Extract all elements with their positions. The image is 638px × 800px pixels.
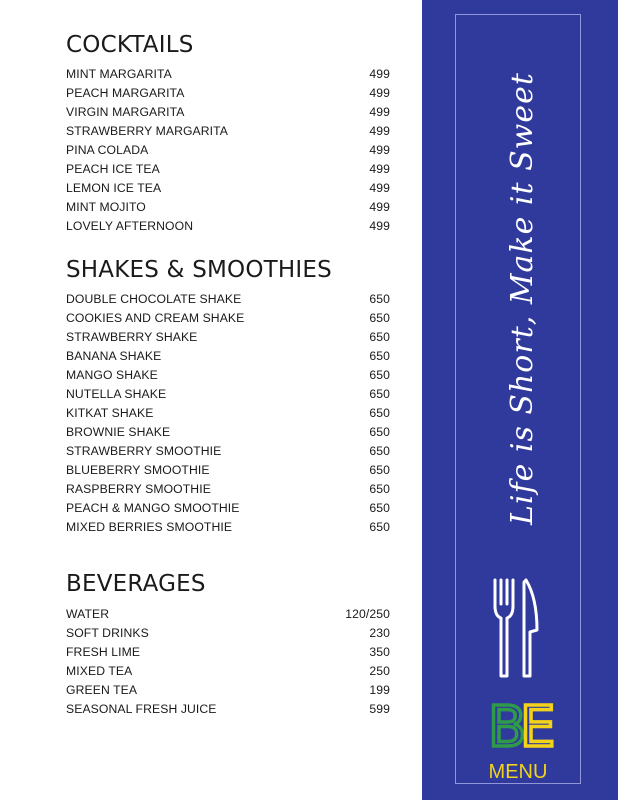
item-name: NUTELLA SHAKE	[66, 386, 167, 401]
item-price: 499	[369, 66, 390, 81]
item-price: 650	[369, 291, 390, 306]
item-price: 650	[369, 386, 390, 401]
item-name: STRAWBERRY SHAKE	[66, 329, 198, 344]
item-name: RASPBERRY SMOOTHIE	[66, 481, 211, 496]
item-price: 499	[369, 218, 390, 233]
list-item	[66, 623, 390, 642]
section-title-shakes-smoothies: SHAKES & SMOOTHIES	[66, 257, 332, 283]
item-name: BROWNIE SHAKE	[66, 424, 171, 439]
item-name: DOUBLE CHOCOLATE SHAKE	[66, 291, 242, 306]
list-item	[66, 178, 390, 197]
item-name: WATER	[66, 606, 110, 621]
list-item	[66, 422, 390, 441]
item-price: 650	[369, 310, 390, 325]
item-name: BLUEBERRY SMOOTHIE	[66, 462, 210, 477]
item-price: 650	[369, 348, 390, 363]
list-item	[66, 140, 390, 159]
item-name: MIXED TEA	[66, 663, 133, 678]
list-item	[66, 479, 390, 498]
item-price: 499	[369, 180, 390, 195]
item-name: FRESH LIME	[66, 644, 141, 659]
list-item	[66, 403, 390, 422]
list-item	[66, 289, 390, 308]
item-name: BANANA SHAKE	[66, 348, 162, 363]
list-item	[66, 498, 390, 517]
item-price: 499	[369, 161, 390, 176]
item-name: MINT MOJITO	[66, 199, 146, 214]
list-item	[66, 83, 390, 102]
list-item	[66, 121, 390, 140]
list-item	[66, 159, 390, 178]
item-name: STRAWBERRY SMOOTHIE	[66, 443, 222, 458]
list-item	[66, 365, 390, 384]
list-item	[66, 699, 390, 718]
shakes-smoothies-list	[66, 289, 390, 536]
item-price: 230	[369, 625, 390, 640]
section-title-cocktails: COCKTAILS	[66, 32, 194, 58]
logo-letter-b: B	[488, 695, 527, 760]
item-price: 650	[369, 329, 390, 344]
item-price: 650	[369, 519, 390, 534]
item-name: LEMON ICE TEA	[66, 180, 162, 195]
list-item	[66, 197, 390, 216]
item-name: GREEN TEA	[66, 682, 138, 697]
item-price: 650	[369, 443, 390, 458]
item-name: SOFT DRINKS	[66, 625, 149, 640]
item-price: 250	[369, 663, 390, 678]
list-item	[66, 384, 390, 403]
item-price: 650	[369, 500, 390, 515]
list-item	[66, 642, 390, 661]
item-price: 650	[369, 462, 390, 477]
item-price: 350	[369, 644, 390, 659]
item-price: 120/250	[345, 606, 390, 621]
list-item	[66, 308, 390, 327]
list-item	[66, 460, 390, 479]
item-price: 499	[369, 123, 390, 138]
list-item	[66, 661, 390, 680]
list-item	[66, 216, 390, 235]
be-menu-logo	[422, 0, 618, 800]
item-name: KITKAT SHAKE	[66, 405, 154, 420]
item-name: COOKIES AND CREAM SHAKE	[66, 310, 245, 325]
item-name: STRAWBERRY MARGARITA	[66, 123, 229, 138]
item-price: 199	[369, 682, 390, 697]
section-title-beverages: BEVERAGES	[66, 571, 206, 597]
list-item	[66, 604, 390, 623]
tagline-text: Life is Short, Make it Sweet	[505, 72, 540, 525]
item-name: MANGO SHAKE	[66, 367, 158, 382]
item-name: PINA COLADA	[66, 142, 149, 157]
item-name: PEACH & MANGO SMOOTHIE	[66, 500, 240, 515]
list-item	[66, 102, 390, 121]
item-price: 499	[369, 142, 390, 157]
logo-caption: MENU	[488, 761, 548, 783]
beverages-list	[66, 604, 390, 718]
item-price: 650	[369, 367, 390, 382]
item-price: 499	[369, 104, 390, 119]
side-panel	[422, 0, 618, 800]
item-name: MINT MARGARITA	[66, 66, 172, 81]
fork-icon	[495, 580, 513, 676]
item-price: 650	[369, 405, 390, 420]
item-price: 499	[369, 85, 390, 100]
knife-icon	[524, 580, 537, 676]
item-price: 599	[369, 701, 390, 716]
list-item	[66, 346, 390, 365]
item-name: LOVELY AFTERNOON	[66, 218, 194, 233]
item-name: PEACH ICE TEA	[66, 161, 160, 176]
list-item	[66, 680, 390, 699]
item-name: VIRGIN MARGARITA	[66, 104, 185, 119]
logo-letter-e: E	[520, 695, 556, 760]
list-item	[66, 517, 390, 536]
list-item	[66, 64, 390, 83]
cocktails-list	[66, 64, 390, 235]
item-price: 499	[369, 199, 390, 214]
item-name: MIXED BERRIES SMOOTHIE	[66, 519, 233, 534]
list-item	[66, 327, 390, 346]
item-price: 650	[369, 424, 390, 439]
list-item	[66, 441, 390, 460]
item-name: SEASONAL FRESH JUICE	[66, 701, 217, 716]
item-name: PEACH MARGARITA	[66, 85, 185, 100]
item-price: 650	[369, 481, 390, 496]
